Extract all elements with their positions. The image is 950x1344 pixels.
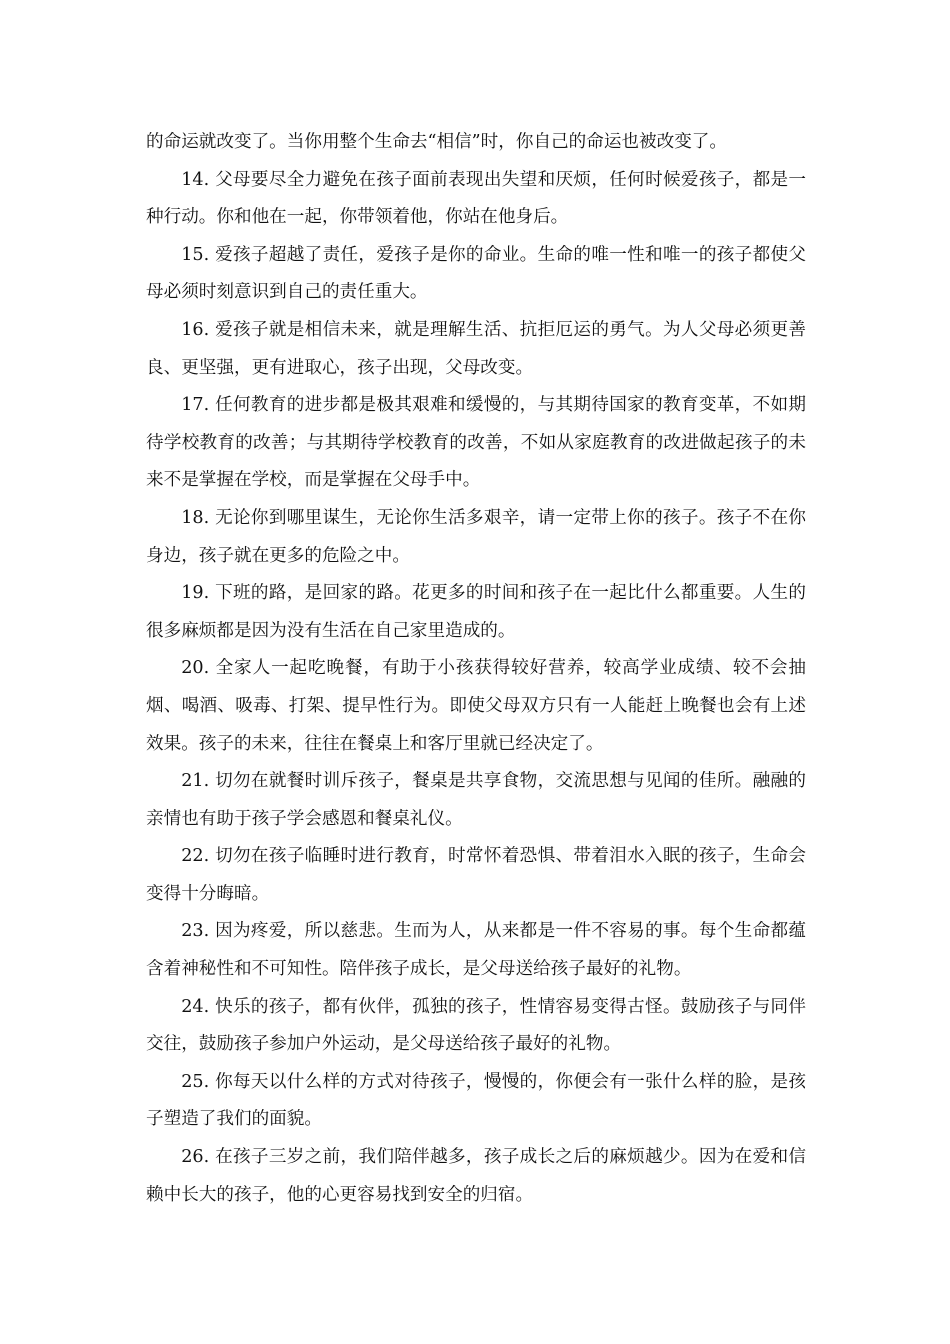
- paragraph-18: 18. 无论你到哪里谋生，无论你生活多艰辛，请一定带上你的孩子。孩子不在你身边，孩子就在更多的危险之中。: [146, 507, 806, 566]
- paragraph-20: 20. 全家人一起吃晚餐，有助于小孩获得较好营养，较高学业成绩、较不会抽烟、喝酒、吸毒、打架、提早性行为。即使父母双方只有一人能赶上晚餐也会有上述效果。孩子的未来，往往在餐桌上和客厅里就已经决定了。: [146, 658, 806, 754]
- paragraph-17: 17. 任何教育的进步都是极其艰难和缓慢的，与其期待国家的教育变革，不如期待学校教育的改善；与其期待学校教育的改善，不如从家庭教育的改进做起孩子的未来不是掌握在学校，而是掌握在父母手中。: [146, 395, 806, 491]
- paragraph-23: 23. 因为疼爱，所以慈悲。生而为人，从来都是一件不容易的事。每个生命都蕴含着神秘性和不可知性。陪伴孩子成长，是父母送给孩子最好的礼物。: [146, 921, 806, 980]
- paragraph-25: 25. 你每天以什么样的方式对待孩子，慢慢的，你便会有一张什么样的脸，是孩子塑造了我们的面貌。: [146, 1071, 806, 1130]
- paragraph-24: 24. 快乐的孩子，都有伙伴，孤独的孩子，性情容易变得古怪。鼓励孩子与同伴交往，鼓励孩子参加户外运动，是父母送给孩子最好的礼物。: [146, 996, 806, 1055]
- paragraph-16: 16. 爱孩子就是相信未来，就是理解生活、抗拒厄运的勇气。为人父母必须更善良、更坚强，更有进取心，孩子出现，父母改变。: [146, 319, 806, 378]
- paragraph-22: 22. 切勿在孩子临睡时进行教育，时常怀着恐惧、带着泪水入眠的孩子，生命会变得十分晦暗。: [146, 846, 806, 904]
- paragraph-15: 15. 爱孩子超越了责任，爱孩子是你的命业。生命的唯一性和唯一的孩子都使父母必须时刻意识到自己的责任重大。: [146, 244, 806, 303]
- document-page: [146, 124, 806, 1214]
- paragraph-21: 21. 切勿在就餐时训斥孩子，餐桌是共享食物，交流思想与见闻的佳所。融融的亲情也有助于孩子学会感恩和餐桌礼仪。: [146, 771, 806, 829]
- paragraph-26: 26. 在孩子三岁之前，我们陪伴越多，孩子成长之后的麻烦越少。因为在爱和信赖中长大的孩子，他的心更容易找到安全的归宿。: [146, 1147, 806, 1205]
- paragraph-19: 19. 下班的路，是回家的路。花更多的时间和孩子在一起比什么都重要。人生的很多麻烦都是因为没有生活在自己家里造成的。: [146, 583, 806, 641]
- paragraph-continuation: 的命运就改变了。当你用整个生命去“相信”时，你自己的命运也被改变了。: [146, 132, 727, 152]
- paragraph-14: 14. 父母要尽全力避免在孩子面前表现出失望和厌烦，任何时候爱孩子，都是一种行动。你和他在一起，你带领着他，你站在他身后。: [146, 169, 806, 228]
